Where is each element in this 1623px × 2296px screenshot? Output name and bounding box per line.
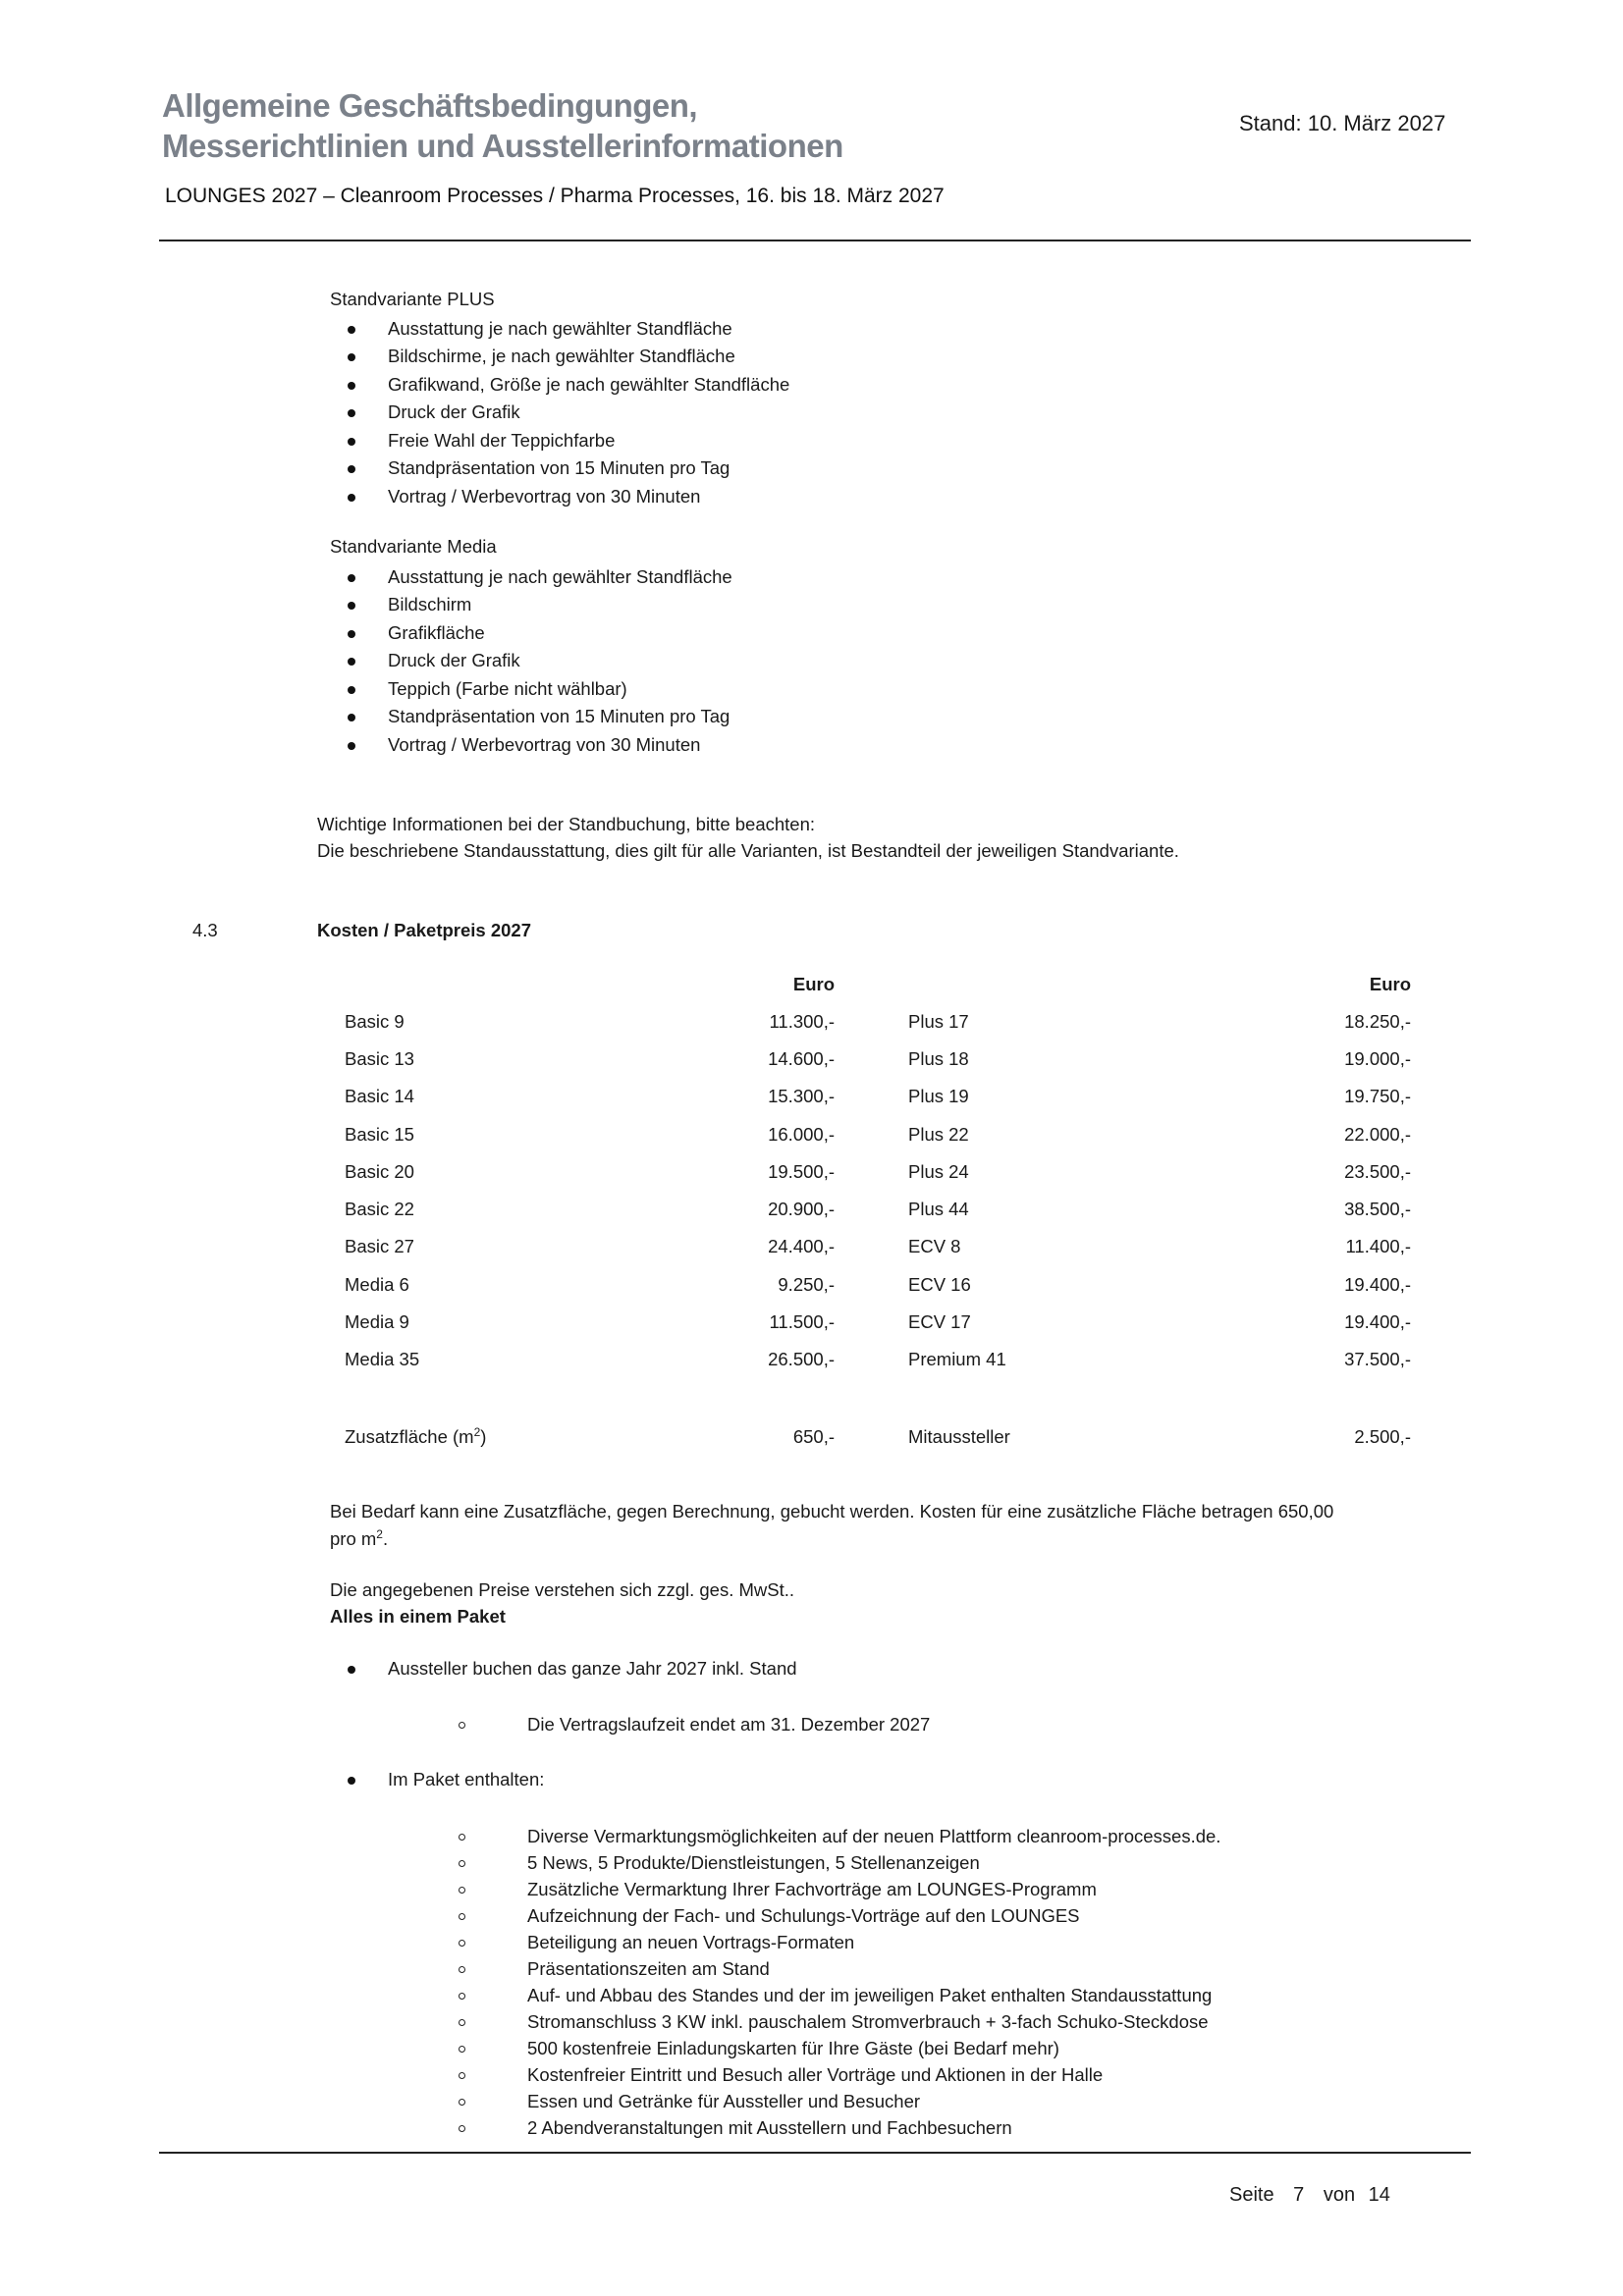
list-item: Bildschirm (388, 594, 472, 614)
list-item: Auf- und Abbau des Standes und der im jeweiligen Paket enthalten Standausstattung (527, 1985, 1213, 2005)
currency-header-right: Euro (1369, 974, 1411, 994)
bullet-icon (348, 494, 355, 502)
list-item: Druck der Grafik (388, 650, 520, 670)
list-item: 5 News, 5 Produkte/Dienstleistungen, 5 Stellenanzeigen (527, 1852, 980, 1873)
page-label: Seite (1229, 2184, 1274, 2206)
vat-note: Die angegebenen Preise verstehen sich zzgl. ges. MwSt.. (330, 1579, 795, 1600)
package-name: Plus 22 (908, 1124, 969, 1145)
circle-bullet-icon (459, 1860, 465, 1867)
header-divider (159, 240, 1471, 241)
package-price: 19.400,- (1344, 1311, 1411, 1332)
package-name: ECV 8 (908, 1236, 961, 1256)
list-item: Stromanschluss 3 KW inkl. pauschalem Stromverbrauch + 3-fach Schuko-Steckdose (527, 2011, 1209, 2032)
package-name: ECV 17 (908, 1311, 971, 1332)
circle-bullet-icon (459, 1940, 465, 1947)
event-subtitle: LOUNGES 2027 – Cleanroom Processes / Pharma Processes, 16. bis 18. März 2027 (165, 185, 945, 207)
list-item: Grafikwand, Größe je nach gewählter Standfläche (388, 374, 790, 395)
note-text-end: . (382, 1528, 389, 1549)
package-name: Basic 14 (345, 1086, 414, 1106)
page-number: 7 (1293, 2184, 1305, 2206)
list-item: Ausstattung je nach gewählter Standfläche (388, 318, 732, 339)
package-price: 26.500,- (768, 1349, 835, 1369)
superscript: 2 (473, 1424, 481, 1439)
circle-bullet-icon (459, 2125, 465, 2132)
bullet-icon (348, 409, 355, 417)
circle-bullet-icon (459, 1834, 465, 1841)
package-name: Plus 44 (908, 1199, 969, 1219)
package-name: Plus 18 (908, 1048, 969, 1069)
package-price: 19.750,- (1344, 1086, 1411, 1106)
package-name: Media 9 (345, 1311, 409, 1332)
package-heading: Alles in einem Paket (330, 1606, 506, 1627)
list-item: Vortrag / Werbevortrag von 30 Minuten (388, 486, 701, 507)
extra-area-label-end: ) (480, 1426, 487, 1447)
package-price: 16.000,- (768, 1124, 835, 1145)
list-item: Aufzeichnung der Fach- und Schulungs-Vorträge auf den LOUNGES (527, 1905, 1080, 1926)
circle-bullet-icon (459, 1966, 465, 1973)
currency-header-left: Euro (792, 974, 835, 994)
package-price: 9.250,- (778, 1274, 835, 1295)
circle-bullet-icon (459, 2099, 465, 2106)
circle-bullet-icon (459, 2072, 465, 2079)
co-exhibitor-label: Mitaussteller (908, 1426, 1010, 1447)
list-item: Bildschirme, je nach gewählter Standfläche (388, 346, 735, 366)
total-pages: 14 (1368, 2184, 1390, 2206)
package-price: 24.400,- (768, 1236, 835, 1256)
bullet-icon (348, 742, 355, 750)
extra-area-label (345, 1425, 486, 1449)
package-price: 11.400,- (1345, 1236, 1411, 1256)
list-item: 2 Abendveranstaltungen mit Ausstellern und Fachbesuchern (527, 2117, 1012, 2138)
circle-bullet-icon (459, 1887, 465, 1894)
extra-area-price: 650,- (792, 1426, 835, 1447)
package-price: 37.500,- (1344, 1349, 1411, 1369)
package-price: 20.900,- (768, 1199, 835, 1219)
package-name: ECV 16 (908, 1274, 971, 1295)
circle-bullet-icon (459, 1722, 465, 1729)
list-item: Teppich (Farbe nicht wählbar) (388, 678, 627, 699)
package-price: 22.000,- (1344, 1124, 1411, 1145)
package-price: 14.600,- (768, 1048, 835, 1069)
package-price: 23.500,- (1344, 1161, 1411, 1182)
list-item: Standpräsentation von 15 Minuten pro Tag (388, 706, 730, 726)
package-name: Basic 13 (345, 1048, 414, 1069)
package-name: Plus 17 (908, 1011, 969, 1032)
stand-date: Stand: 10. März 2027 (1239, 111, 1446, 135)
co-exhibitor-price: 2.500,- (1354, 1426, 1411, 1447)
circle-bullet-icon (459, 2019, 465, 2026)
extra-area-label-text: Zusatzfläche (m (345, 1426, 474, 1447)
package-name: Plus 19 (908, 1086, 969, 1106)
important-info-line-1: Wichtige Informationen bei der Standbuchung, bitte beachten: (317, 814, 816, 834)
bullet-icon (348, 658, 355, 666)
list-item: Vortrag / Werbevortrag von 30 Minuten (388, 734, 701, 755)
package-price: 19.500,- (768, 1161, 835, 1182)
package-name: Media 6 (345, 1274, 409, 1295)
package-price: 38.500,- (1344, 1199, 1411, 1219)
package-name: Basic 22 (345, 1199, 414, 1219)
bullet-icon (348, 574, 355, 582)
section-number: 4.3 (192, 920, 218, 940)
list-item: Ausstattung je nach gewählter Standfläche (388, 566, 732, 587)
superscript: 2 (376, 1526, 383, 1541)
list-item: Zusätzliche Vermarktung Ihrer Fachvorträge am LOUNGES-Programm (527, 1879, 1097, 1899)
package-price: 19.400,- (1344, 1274, 1411, 1295)
bullet-icon (348, 630, 355, 638)
bullet-icon (348, 714, 355, 721)
list-item: Die Vertragslaufzeit endet am 31. Dezember 2027 (527, 1714, 931, 1735)
bullet-icon (348, 438, 355, 446)
list-item: Beteiligung an neuen Vortrags-Formaten (527, 1932, 855, 1952)
list-item: Diverse Vermarktungsmöglichkeiten auf der neuen Plattform cleanroom-processes.de. (527, 1826, 1221, 1846)
document-title-line-1: Allgemeine Geschäftsbedingungen, (162, 87, 698, 124)
extra-area-note-line-1: Bei Bedarf kann eine Zusatzfläche, gegen Berechnung, gebucht werden. Kosten für eine zusätzliche Fläche betragen 650,00 (330, 1501, 1334, 1522)
important-info-line-2: Die beschriebene Standausstattung, dies gilt für alle Varianten, ist Bestandteil der jeweiligen Standvariante. (317, 840, 1179, 861)
bullet-icon (348, 602, 355, 610)
package-price: 19.000,- (1344, 1048, 1411, 1069)
list-item: Essen und Getränke für Aussteller und Besucher (527, 2091, 921, 2111)
section-title: Kosten / Paketpreis 2027 (317, 920, 531, 940)
list-item: Im Paket enthalten: (388, 1769, 545, 1789)
circle-bullet-icon (459, 1993, 465, 2000)
package-price: 11.300,- (769, 1011, 835, 1032)
package-name: Basic 27 (345, 1236, 414, 1256)
bullet-icon (348, 1777, 355, 1785)
bullet-icon (348, 382, 355, 390)
list-item: Kostenfreier Eintritt und Besuch aller Vorträge und Aktionen in der Halle (527, 2064, 1104, 2085)
bullet-icon (348, 465, 355, 473)
package-name: Basic 9 (345, 1011, 405, 1032)
bullet-icon (348, 1666, 355, 1674)
package-price: 15.300,- (768, 1086, 835, 1106)
extra-area-note-line-2 (330, 1527, 388, 1551)
list-item: Druck der Grafik (388, 401, 520, 422)
package-name: Premium 41 (908, 1349, 1006, 1369)
plus-variant-heading: Standvariante PLUS (330, 289, 495, 309)
list-item: Freie Wahl der Teppichfarbe (388, 430, 616, 451)
package-price: 18.250,- (1344, 1011, 1411, 1032)
list-item: 500 kostenfreie Einladungskarten für Ihre Gäste (bei Bedarf mehr) (527, 2038, 1059, 2058)
bullet-icon (348, 326, 355, 334)
package-name: Media 35 (345, 1349, 420, 1369)
list-item: Aussteller buchen das ganze Jahr 2027 inkl. Stand (388, 1658, 797, 1679)
bullet-icon (348, 353, 355, 361)
list-item: Standpräsentation von 15 Minuten pro Tag (388, 457, 730, 478)
media-variant-heading: Standvariante Media (330, 536, 497, 557)
of-label: von (1323, 2184, 1356, 2206)
bullet-icon (348, 686, 355, 694)
package-name: Plus 24 (908, 1161, 969, 1182)
document-title-line-2: Messerichtlinien und Ausstellerinformationen (162, 128, 843, 164)
footer-divider (159, 2152, 1471, 2154)
note-text: pro m (330, 1528, 377, 1549)
list-item: Grafikfläche (388, 622, 485, 643)
package-name: Basic 20 (345, 1161, 414, 1182)
page-indicator (1229, 2184, 1390, 2207)
list-item: Präsentationszeiten am Stand (527, 1958, 770, 1979)
circle-bullet-icon (459, 2046, 465, 2053)
package-price: 11.500,- (769, 1311, 835, 1332)
circle-bullet-icon (459, 1913, 465, 1920)
package-name: Basic 15 (345, 1124, 414, 1145)
